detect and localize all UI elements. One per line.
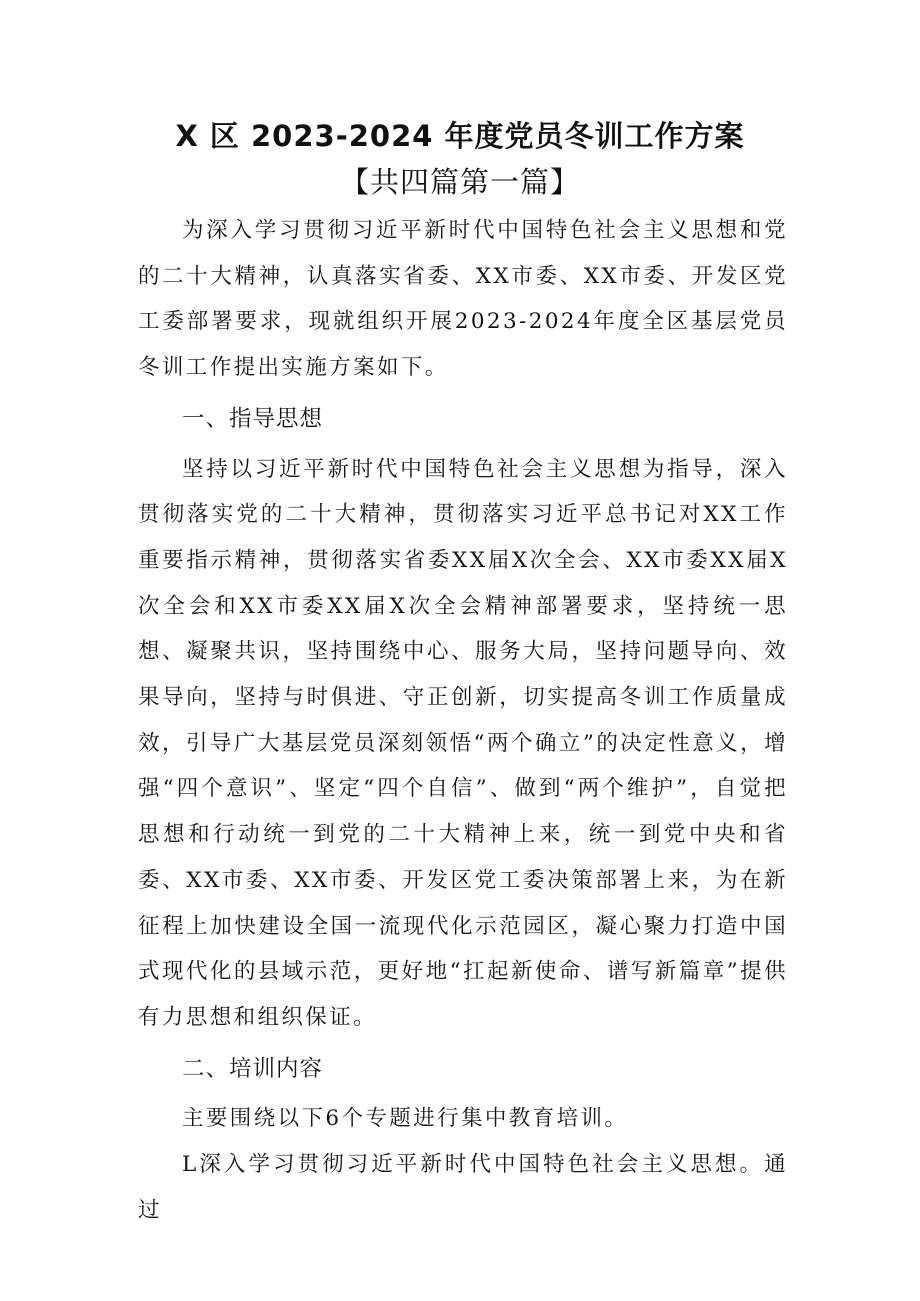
guiding-ideology-paragraph: 坚持以习近平新时代中国特色社会主义思想为指导，深入贯彻落实党的二十大精神，贯彻落实习近平总书记对XX工作重要指示精神，贯彻落实省委XX届X次全会、XX市委XX届X次全会和XX市委XX届X次全会精神部署要求，坚持统一思想、凝聚共识，坚持围绕中心、服务大局，坚持问题导向、效果导向，坚持与时俱进、守正创新，切实提高冬训工作质量成效，引导广大基层党员深刻领悟“两个确立”的决定性意义，增强“四个意识”、坚定“四个自信”、做到“两个维护”，自觉把思想和行动统一到党的二十大精神上来，统一到党中央和省委、XX市委、XX市委、开发区党工委决策部署上来，为在新征程上加快建设全国一流现代化示范园区，凝心聚力打造中国式现代化的县域示范，更好地“扛起新使命、谱写新篇章”提供有力思想和组织保证。 — [138, 456, 788, 1030]
intro-paragraph: 为深入学习贯彻习近平新时代中国特色社会主义思想和党的二十大精神，认真落实省委、XX市委、XX市委、开发区党工委部署要求，现就组织开展2023-2024年度全区基层党员冬训工作提出实施方案如下。 — [138, 218, 788, 381]
document-title: X 区 2023-2024 年度党员冬训工作方案 — [175, 119, 745, 153]
section-heading-guiding-ideology: 一、指导思想 — [182, 405, 324, 432]
section-heading-training-content: 二、培训内容 — [182, 1055, 324, 1082]
document-subtitle: 【共四篇第一篇】 — [339, 165, 580, 199]
training-topic-1: L深入学习贯彻习近平新时代中国特色社会主义思想。通过 — [138, 1152, 788, 1223]
document-body — [138, 208, 788, 1233]
training-content-intro: 主要围绕以下6个专题进行集中教育培训。 — [182, 1106, 629, 1132]
